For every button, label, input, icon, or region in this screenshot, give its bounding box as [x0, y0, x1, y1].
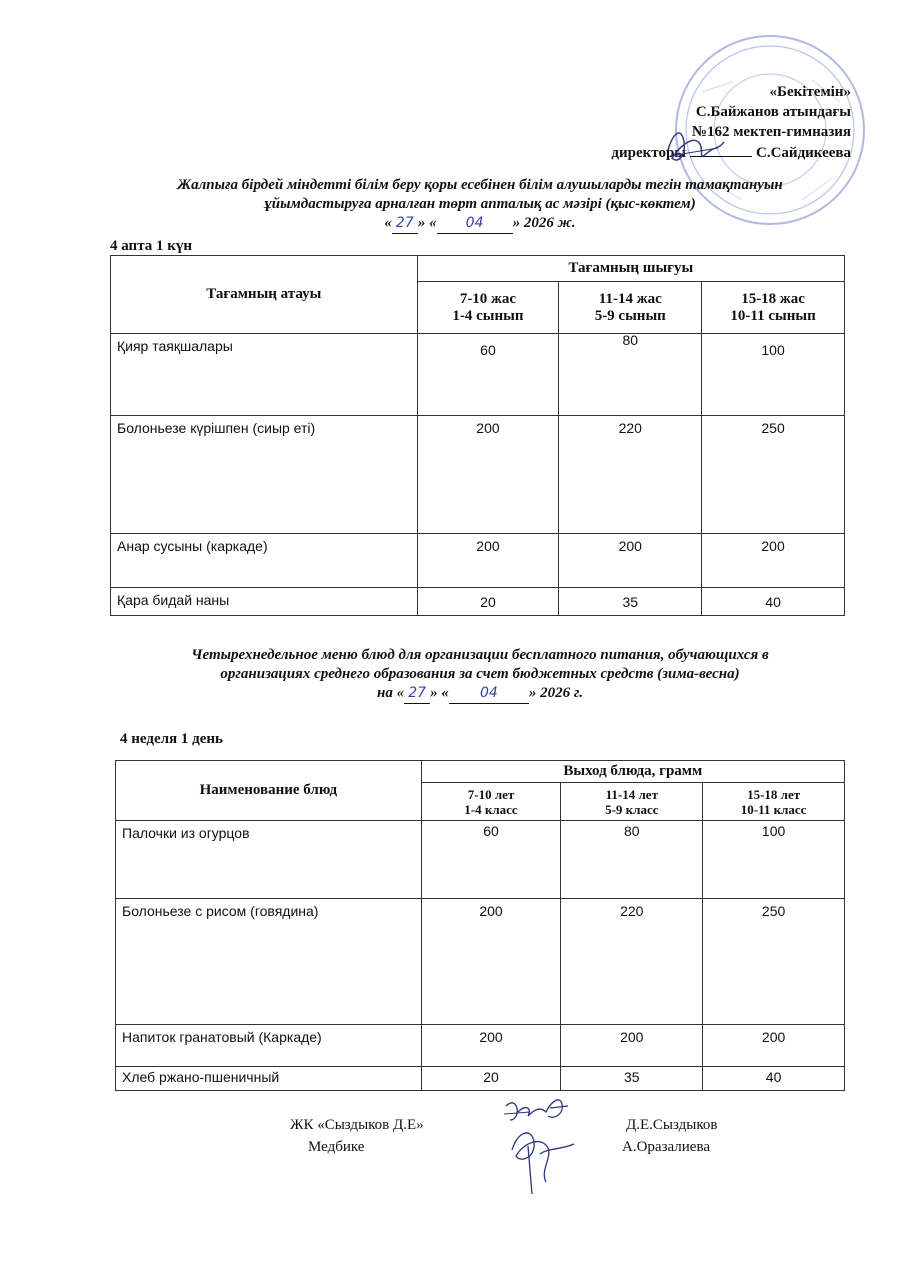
- dish-value: 40: [702, 588, 845, 616]
- approval-line-2: С.Байжанов атындағы: [695, 104, 851, 120]
- dish-value: 40: [703, 1067, 845, 1091]
- kz-header-yield: Тағамның шығуы: [417, 256, 844, 282]
- ru-date-month: 04: [449, 684, 529, 704]
- ru-date-mid: » «: [430, 685, 449, 701]
- kz-title-line-1: Жалпыға бірдей міндетті білім беру қоры есебінен білім алушыларды тегін тамақтануын: [177, 177, 783, 193]
- dish-value: 20: [417, 588, 559, 616]
- dish-value: 200: [703, 1025, 845, 1067]
- dish-value: 200: [417, 534, 559, 588]
- kz-date-month: 04: [437, 214, 513, 234]
- dish-value: 220: [561, 899, 703, 1025]
- kz-title-line-2: ұйымдастыруға арналған төрт апталық ас мәзірі (қыс-көктем): [264, 196, 696, 212]
- kz-date-close: » 2026 ж.: [512, 215, 576, 231]
- dish-value: 35: [561, 1067, 703, 1091]
- footer-signatures-icon: [488, 1090, 598, 1200]
- dish-name: Болоньезе с рисом (говядина): [116, 899, 422, 1025]
- ru-header-yield: Выход блюда, грамм: [421, 761, 844, 783]
- dish-value: 200: [702, 534, 845, 588]
- table-row: [116, 899, 845, 1025]
- table-row: [111, 416, 845, 534]
- dish-value: 60: [421, 821, 561, 899]
- table-row: [111, 334, 845, 416]
- dish-value: 250: [703, 899, 845, 1025]
- approval-line-4: [611, 142, 851, 163]
- footer-nurse-label: Медбике: [308, 1139, 365, 1155]
- dish-name: Хлеб ржано-пшеничный: [116, 1067, 422, 1091]
- approval-line-3: №162 мектеп-гимназия: [691, 124, 851, 140]
- footer-company: ЖК «Сыздыков Д.Е»: [290, 1117, 424, 1133]
- kz-week-label: 4 апта 1 күн: [110, 238, 193, 254]
- ru-date-day: 27: [404, 684, 430, 704]
- kz-date-line: [60, 214, 900, 234]
- dish-value: 200: [421, 899, 561, 1025]
- table-row: [111, 588, 845, 616]
- director-signature-icon: [660, 120, 730, 170]
- kz-date-open: «: [384, 215, 392, 231]
- dish-name: Қара бидай наны: [111, 588, 418, 616]
- kz-header-name: Тағамның атауы: [111, 256, 418, 334]
- kz-age-group: 11-14 жас 5-9 сынып: [559, 282, 702, 334]
- kz-title: [60, 176, 900, 234]
- ru-title: [60, 646, 900, 704]
- kz-date-day: 27: [392, 214, 418, 234]
- dish-name: Палочки из огурцов: [116, 821, 422, 899]
- dish-value: 60: [417, 334, 559, 416]
- ru-age-group: 7-10 лет 1-4 класс: [421, 783, 561, 821]
- kz-age-group: 7-10 жас 1-4 сынып: [417, 282, 559, 334]
- ru-age-group: 11-14 лет 5-9 класс: [561, 783, 703, 821]
- dish-value: 200: [421, 1025, 561, 1067]
- table-row: [116, 1067, 845, 1091]
- dish-name: Қияр таяқшалары: [111, 334, 418, 416]
- kz-age-group: 15-18 жас 10-11 сынып: [702, 282, 845, 334]
- dish-value: 100: [703, 821, 845, 899]
- dish-value: 220: [559, 416, 702, 534]
- dish-value: 200: [561, 1025, 703, 1067]
- footer-right: [622, 1114, 717, 1158]
- kz-menu-table: [110, 255, 845, 616]
- ru-title-line-1: Четырехнедельное меню блюд для организации бесплатного питания, обучающихся в: [191, 647, 769, 663]
- ru-date-line: [60, 684, 900, 704]
- dish-value: 200: [417, 416, 559, 534]
- table-row: [111, 534, 845, 588]
- dish-value: 100: [702, 334, 845, 416]
- ru-title-line-2: организациях среднего образования за счет бюджетных средств (зима-весна): [220, 666, 740, 682]
- dish-value: 200: [559, 534, 702, 588]
- dish-value: 35: [559, 588, 702, 616]
- dish-name: Напиток гранатовый (Каркаде): [116, 1025, 422, 1067]
- table-row: [116, 821, 845, 899]
- footer-left: [290, 1114, 424, 1158]
- approval-director-name: С.Сайдикеева: [756, 145, 851, 161]
- dish-name: Болоньезе күрішпен (сиыр еті): [111, 416, 418, 534]
- table-row: [116, 1025, 845, 1067]
- ru-date-prefix: на «: [377, 685, 405, 701]
- dish-name: Анар сусыны (каркаде): [111, 534, 418, 588]
- dish-value: 80: [561, 821, 703, 899]
- approval-line-1: «Бекітемін»: [769, 84, 851, 100]
- ru-date-close: » 2026 г.: [528, 685, 583, 701]
- approval-director-label: директоры: [611, 145, 687, 161]
- approval-block: [611, 82, 851, 163]
- ru-header-name: Наименование блюд: [116, 761, 422, 821]
- ru-week-label: 4 неделя 1 день: [120, 731, 223, 747]
- dish-value: 20: [421, 1067, 561, 1091]
- dish-value: 80: [559, 332, 702, 414]
- footer-nurse-name: А.Оразалиева: [622, 1139, 711, 1155]
- ru-menu-table: [115, 760, 845, 1091]
- kz-date-mid: » «: [417, 215, 437, 231]
- dish-value: 250: [702, 416, 845, 534]
- ru-age-group: 15-18 лет 10-11 класс: [703, 783, 845, 821]
- footer-director-name: Д.Е.Сыздыков: [626, 1117, 718, 1133]
